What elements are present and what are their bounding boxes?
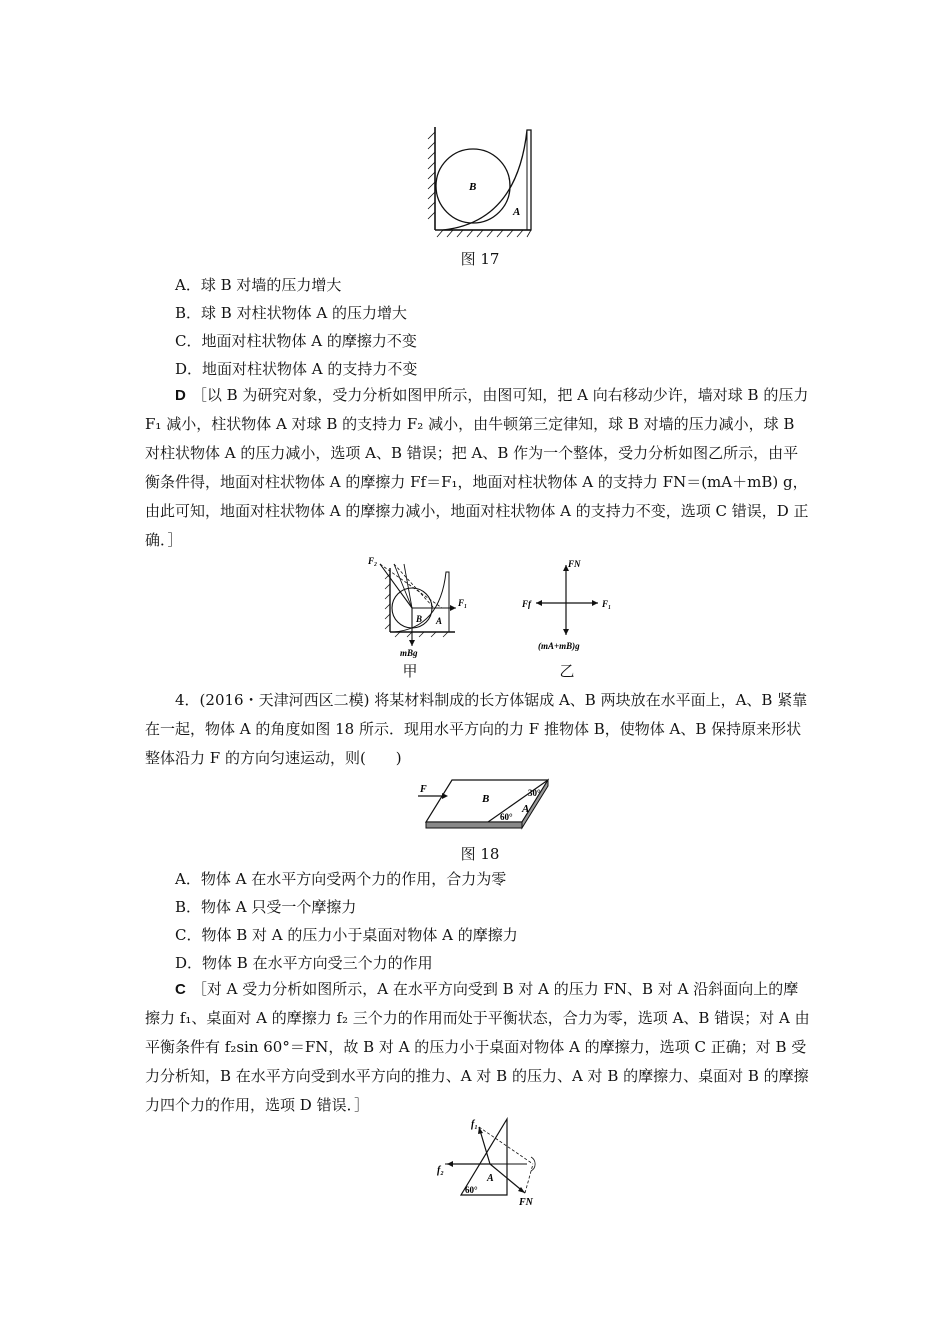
block-a-label: A [513,206,521,218]
q3-answer-letter: D [175,387,186,404]
q4-answer [145,975,810,1120]
jia-f1-label: F₁ [458,598,468,608]
force-a-label: A [487,1173,494,1184]
fig18-f-label: F [420,784,427,795]
q4-option-a: A．物体 A 在水平方向受两个力的作用，合力为零 [175,870,507,888]
figure-jia [360,550,485,662]
fig18-b-label: B [482,793,490,805]
q4-stem [145,686,810,773]
fig18-angle30: 30° [528,788,541,798]
yi-g-label: (mA+mB)g [538,641,580,651]
yi-fn-label: FN [568,559,581,569]
fig18-angle60: 60° [500,812,513,822]
q3-option-b: B．球 B 对柱状物体 A 的压力增大 [175,304,407,322]
figure-18 [418,770,558,835]
q3-answer-text: ［以 B 为研究对象，受力分析如图甲所示，由图可知，把 A 向右移动少许，墙对球 B 的压力 F₁ 减小，柱状物体 A 对球 B 的支持力 F₂ 减小，由牛顿第三定律知，球 B 对墙的压力减小，球 B 对柱状物体 A 的压力减小，选项 A、B 错误；把 A、B 作为一个整体，受力分析如图乙所示，由平衡条件得，地面对柱状物体 A 的摩擦力 Ff＝F₁，地面对柱状物体 A 的支持力 FN＝(mA＋mB) g，由此可知，地面对柱状物体 A 的摩擦力减小，地面对柱状物体 A 的支持力不变，选项 C 错误，D 正确．］ [145,386,809,549]
figure-17 [425,122,535,242]
figure-yi [518,555,628,655]
figure-jia-caption: 甲 [402,662,418,680]
force-angle-label: 60° [465,1185,478,1195]
force-f2-label: f₂ [437,1165,444,1176]
yi-f1-label: F₁ [602,599,612,609]
jia-mg-label: mBg [400,648,418,658]
jia-a-label: A [436,616,443,626]
ball-b-label: B [469,181,477,193]
figure-yi-caption: 乙 [559,662,575,680]
force-f1-label: f₁ [471,1119,478,1130]
q4-option-c: C．物体 B 对 A 的压力小于桌面对物体 A 的摩擦力 [175,926,518,944]
figure-q4-force [435,1115,550,1207]
yi-ff-label: Ff [522,599,531,609]
q3-option-a: A．球 B 对墙的压力增大 [175,276,342,294]
figure-17-caption: 图 17 [460,250,500,268]
q4-stem-text: 4．(2016・天津河西区二模) 将某材料制成的长方体锯成 A、B 两块放在水平面上，A、B 紧靠在一起，物体 A 的角度如图 18 所示．现用水平方向的力 F 推物体 B，使物体 A、B 保持原来形状整体沿力 F 的方向匀速运动，则( ) [145,691,808,767]
fig18-a-label: A [522,803,530,815]
figure-18-caption: 图 18 [460,845,500,863]
force-fn-label: FN [519,1197,533,1207]
q4-option-b: B．物体 A 只受一个摩擦力 [175,898,357,916]
q3-answer [145,381,810,555]
jia-b-label: B [416,614,423,624]
q3-option-c: C．地面对柱状物体 A 的摩擦力不变 [175,332,417,350]
q3-option-d: D．地面对柱状物体 A 的支持力不变 [175,360,418,378]
q4-option-d: D．物体 B 在水平方向受三个力的作用 [175,954,433,972]
q4-answer-letter: C [175,981,186,998]
jia-f2-label: F₂ [368,556,378,566]
q4-answer-text: ［对 A 受力分析如图所示，A 在水平方向受到 B 对 A 的压力 FN、B 对 A 沿斜面向上的摩擦力 f₁、桌面对 A 的摩擦力 f₂ 三个力的作用而处于平衡状态，合力为零，选项 A、B 错误；对 A 由平衡条件有 f₂sin 60°＝FN，故 B 对 A 的压力小于桌面对物体 A 的摩擦力，选项 C 正确；对 B 受力分析知，B 在水平方向受到水平方向的推力、A 对 B 的压力、A 对 B 的摩擦力、桌面对 B 的摩擦力四个力的作用，选项 D 错误．］ [145,980,810,1114]
